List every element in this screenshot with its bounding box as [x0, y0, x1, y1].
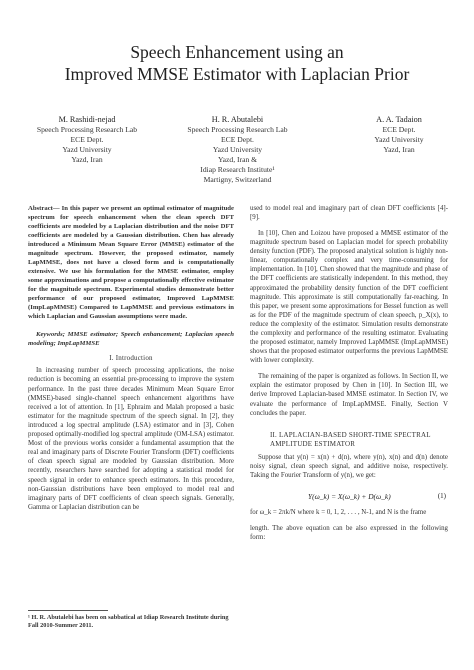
- footnote: ¹ H. R. Abutalebi has been on sabbatical at Idiap Research Institute during Fall 2010-Summer 2011.: [28, 614, 229, 629]
- paper-title-line-2: Improved MMSE Estimator with Laplacian Prior: [64, 64, 410, 84]
- body-paragraph: length. The above equation can be also expressed in the following form:: [250, 524, 448, 541]
- abstract: Abstract— In this paper we present an optimal estimator of magnitude spectrum for speech enhancement when the clean speech DFT coefficients are modeled by a Laplacian distribution and the noise DFT coefficients are modeled by a Gaussian distribution. Chen has already introduced a Minimum Mean Square Error (MMSE) estimator of the magnitude spectrum. However, the proposed estimator, namely LapMMSE, does not have a closed form and is computationally extensive. We use his formulation for the MMSE estimator, employ some approximations and propose a computationally effective estimator for the magnitude spectrum. Experimental studies demonstrate better performance of our proposed estimator, Improved LapMMSE (ImpLapMMSE) Compared to LapMMSE and previous estimators in which Laplacian and Gaussian assumptions were made.: [28, 204, 234, 320]
- body-paragraph: The remaining of the paper is organized as follows. In Section II, we explain the estimator proposed by Chen in [10]. In Section III, we derive Improved Laplacian-based MMSE estimator. In Section IV, we evaluate the performance of ImpLapMMSE. Finally, Section V concludes the paper.: [250, 373, 448, 417]
- author-name: H. R. Abutalebi: [211, 115, 264, 124]
- author-affiliation: Yazd, Iran: [383, 145, 415, 154]
- author-name: M. Rashidi-nejad: [58, 115, 116, 124]
- author-affiliation: Yazd University: [212, 145, 263, 154]
- author-affiliation: Yazd, Iran: [71, 155, 103, 164]
- author-name: A. A. Tadaion: [376, 115, 422, 124]
- author-affiliation: Martigny, Switzerland: [203, 175, 272, 184]
- equation-1: Y(ω_k) = X(ω_k) + D(ω_k): [308, 491, 391, 501]
- intro-paragraph: In increasing number of speech processing applications, the noise reduction is becoming an essential pre-processing to improve the system performance. In the past three decades Minimum Mean Square Error (MMSE)-based single-channel speech enhancement algorithms have received a lot of attention. In [1], Ephraim and Malah proposed a basic estimator for the magnitude spectrum of the speech signal. In [2], they introduced a log spectral amplitude (LSA) estimator and in [3], Cohen proposed optimally-modified log spectral amplitude (OM-LSA) estimator. Most of the previous works consider a fundamental assumption that the real and imaginary parts of Discrete Fourier Transform (DFT) coefficients of clean speech signal are modeled by Gaussian distribution. More recently, researchers have searched for adopting a statistical model for speech signal in order to enhance speech estimators. In this procedure, non-Gaussian distributions have been employed to model real and imaginary parts of DFT coefficients of clean speech signals. Generally, Gamma or Laplacian distribution can be: [28, 367, 234, 511]
- equation-number: (1): [437, 491, 446, 500]
- author-affiliation: Speech Processing Research Lab: [187, 125, 288, 134]
- body-paragraph: In [10], Chen and Loizou have proposed a MMSE estimator of the magnitude spectrum based on Laplacian model for speech probability density function (PDF). The proposed analytical solution is highly non-linear, computationally complex and very time-consuming for implementation. In [10], Chen showed that the magnitude and phase of the DFT coefficients are statistically independent. In this method, they approximated the probability density function of the DFT coefficient magnitude. This approximate is still computationally far-reaching. In this paper, we present some approximations for Bessel function as well as for the PDF of the magnitude spectrum of clean speech, p_X(x), to reduce the complexity of the estimator. Simulation results demonstrate the complexity and performance of the resulting estimator. Evaluating the proposed estimator, namely Improved LapMMSE (ImpLapMMSE) shows that the proposed estimator outperforms the previous LapMMSE with lower complexity.: [250, 229, 448, 365]
- paper-title-line-1: Speech Enhancement using an: [130, 42, 344, 62]
- section-heading-introduction: I. Introduction: [109, 354, 153, 363]
- author-block-1: [22, 115, 152, 165]
- author-block-3: [344, 115, 454, 155]
- author-affiliation: Yazd University: [62, 145, 112, 154]
- body-paragraph: used to model real and imaginary part of clean DFT coefficients [4]-[9].: [250, 204, 448, 221]
- footnote-rule: [28, 610, 108, 611]
- author-affiliation: ECE Dept.: [70, 135, 104, 144]
- equation-row: [250, 487, 448, 507]
- author-affiliation: Idiap Research Institute¹: [200, 165, 275, 174]
- body-paragraph: Suppose that y(n) = x(n) + d(n), where y(n), x(n) and d(n) denote noisy signal, clean speech signal, and additive noise, respectively. Taking the Fourier Transform of y(n), we get:: [250, 453, 448, 479]
- body-paragraph: for ω_k = 2πk/N where k = 0, 1, 2, . . . , N-1, and N is the frame: [250, 508, 427, 516]
- author-affiliation: ECE Dept.: [221, 135, 254, 144]
- author-affiliation: Speech Processing Research Lab: [36, 125, 138, 134]
- right-column: [250, 197, 448, 549]
- section-heading-laplacian: II. LAPLACIAN-BASED SHORT-TIME SPECTRAL AMPLITUDE ESTIMATOR: [270, 430, 431, 448]
- author-affiliation: Yazd University: [374, 135, 424, 144]
- author-block-2: [170, 115, 305, 185]
- left-column: [28, 197, 234, 519]
- author-affiliation: Yazd, Iran &: [217, 155, 258, 164]
- author-affiliation: ECE Dept.: [382, 125, 416, 134]
- keywords: Keywords; MMSE estimator; Speech enhancement; Laplacian speech modeling; ImpLapMMSE: [28, 330, 234, 347]
